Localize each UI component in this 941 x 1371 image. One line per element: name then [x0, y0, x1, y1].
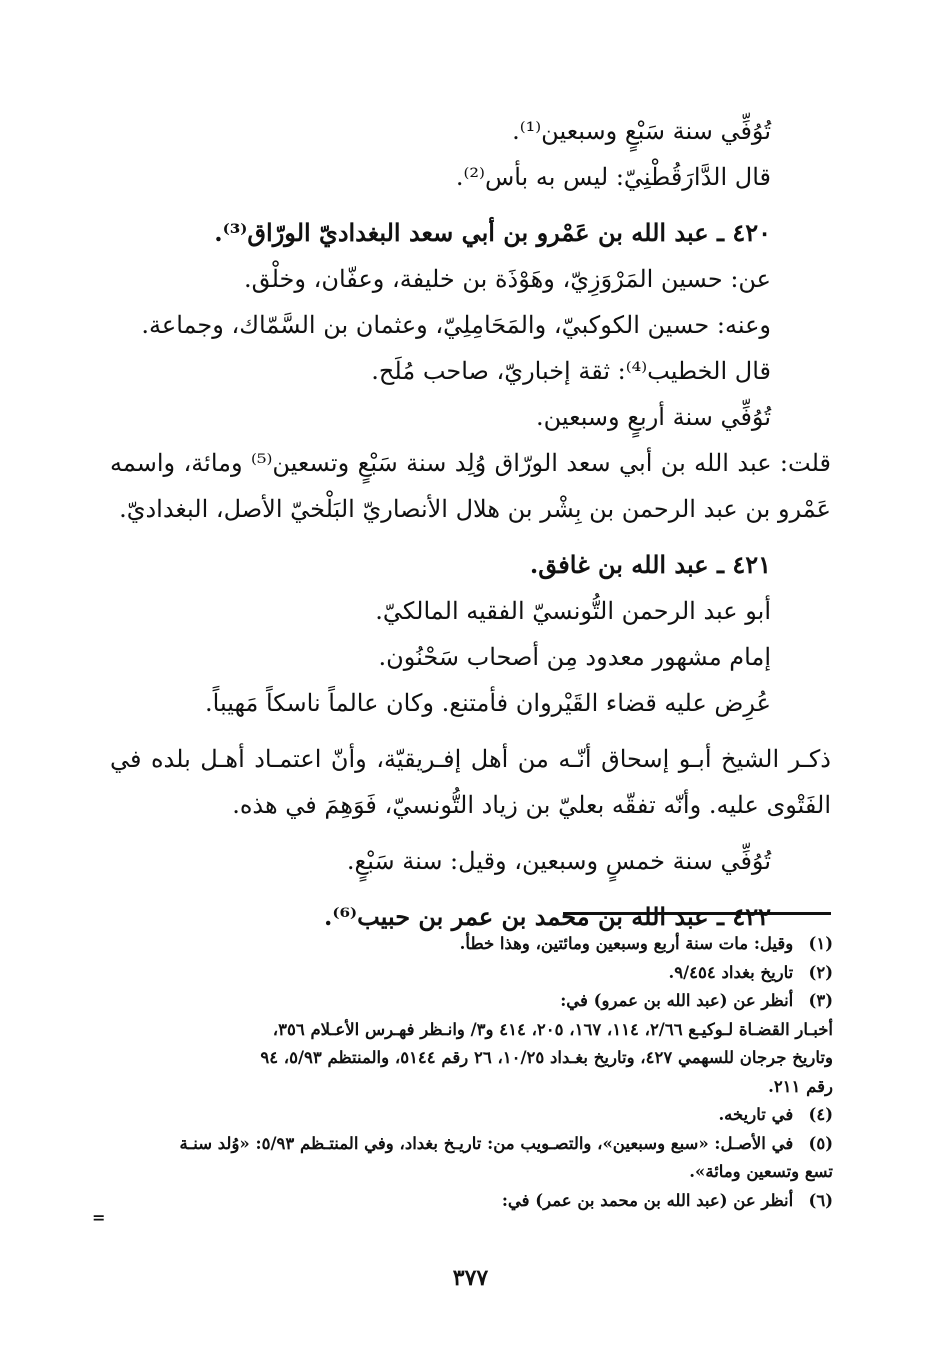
- text-line: قال الدَّارَقُطْنِيّ: ليس به بأس⁽²⁾.: [455, 163, 771, 191]
- footnote-4: [110, 1101, 833, 1130]
- footnote-2: [110, 959, 833, 988]
- entry-heading-421: ٤٢١ ـ عبد الله بن غافق.: [529, 550, 771, 579]
- footnote-number: (٢): [808, 962, 833, 982]
- main-text: [110, 108, 831, 940]
- footnote-3-continuation: وتاريخ جرجان للسهمي ٤٢٧، وتاريخ بغـداد ١٠/٢٥، ٢٦ رقم ٥١٤٤، والمنتظم ٥/٩٣، ٩٤: [260, 1048, 833, 1067]
- footnote-text: في الأصـل: «سبع وسبعين»، والتصـويب من: تاريـخ بغداد، وفي المنتـظم ٥/٩٣: «وُلد سنـة: [179, 1133, 794, 1153]
- footnote-text: وقيل: مات سنة أربع وسبعين ومائتين، وهذا خطأ.: [459, 934, 794, 953]
- footnote-text: أنظر عن (عبد الله بن محمد بن عمر) في:: [501, 1190, 794, 1210]
- footnote-number: (٣): [808, 991, 833, 1010]
- text-line: عَمْرو بن عبد الرحمن بن بِشْر بن هلال الأنصاريّ البَلْخيّ الأصل، البغداديّ.: [119, 495, 831, 523]
- footnote-3: [110, 987, 833, 1016]
- footnote-number: (٥): [808, 1133, 833, 1153]
- footnote-divider: [563, 912, 831, 915]
- footnote-text: أنظر عن (عبد الله بن عمرو) في:: [560, 991, 794, 1010]
- footnote-5: [110, 1130, 833, 1159]
- text-line: عن: حسين المَرْوَزِيّ، وهَوْذَة بن خليفة، وعفّان، وخلْق.: [243, 265, 771, 293]
- text-line: عُرِض عليه قضاء القَيْروان فأمتنع. وكان عالماً ناسكاً مَهيباً.: [205, 689, 771, 717]
- footnote-3-continuation: أخبـار القضـاة لـوكيـع ٢/٦٦، ١١٤، ١٦٧، ٢٠٥، ٤١٤ و٣/ وانـظر فهـرس الأعـلام ٣٥٦،: [272, 1019, 833, 1039]
- text-line: تُوُفِّي سنة خمسٍ وسبعين، وقيل: سنة سَبْعٍ.: [346, 847, 771, 875]
- footnote-number: (٦): [808, 1190, 833, 1210]
- footnote-text: في تاريخه.: [718, 1105, 794, 1124]
- footnote-number: (٤): [808, 1105, 833, 1124]
- text-line: قال الخطيب⁽⁴⁾: ثقة إخباريّ، صاحب مُلَح.: [371, 357, 771, 385]
- footnote-text: تاريخ بغداد ٩/٤٥٤.: [668, 962, 794, 982]
- text-line: وعنه: حسين الكوكبيّ، والمَحَامِلِيّ، وعثمان بن السَّمّاك، وجماعة.: [141, 311, 771, 339]
- text-line: قلت: عبد الله بن أبي سعد الورّاق وُلِد سنة سَبْعٍ وتسعين⁽⁵⁾ ومائة، واسمه: [110, 449, 831, 477]
- footnote-5-continuation: تسع وتسعين ومائة».: [689, 1162, 833, 1181]
- entry-heading-422: ٤٢٢ ـ عبد الله بن محمد بن عمر بن حبيب⁽⁶⁾.: [323, 902, 771, 931]
- footnote-number: (١): [808, 934, 833, 953]
- footnote-3-continuation: رقم ٢١١.: [768, 1076, 833, 1096]
- text-line: تُوُفِّي سنة سَبْعٍ وسبعين⁽¹⁾.: [512, 117, 771, 145]
- text-line: تُوُفِّي سنة أربعٍ وسبعين.: [535, 403, 771, 431]
- continuation-mark: =: [92, 1208, 106, 1227]
- page-number: ٣٧٧: [452, 1265, 489, 1291]
- footnote-6: [110, 1187, 833, 1216]
- text-line: الفَتْوى عليه. وأنّه تفقّه بعليّ بن زياد التُّونسيّ، فَوَهِمَ في هذه.: [232, 791, 831, 819]
- text-line: إمام مشهور معدود مِن أصحاب سَحْنُون.: [378, 643, 771, 671]
- footnotes: [110, 930, 833, 1215]
- text-line: أبو عبد الرحمن التُّونسيّ الفقيه المالكيّ.: [375, 597, 771, 625]
- text-line: ذكـر الشيخ أبـو إسحاق أنّـه من أهل إفـريقيّة، وأنّ اعتمـاد أهـل بلده في: [110, 745, 831, 773]
- footnote-1: [110, 930, 833, 959]
- entry-heading-420: ٤٢٠ ـ عبد الله بن عَمْرو بن أبي سعد البغداديّ الورّاق⁽³⁾.: [214, 218, 771, 247]
